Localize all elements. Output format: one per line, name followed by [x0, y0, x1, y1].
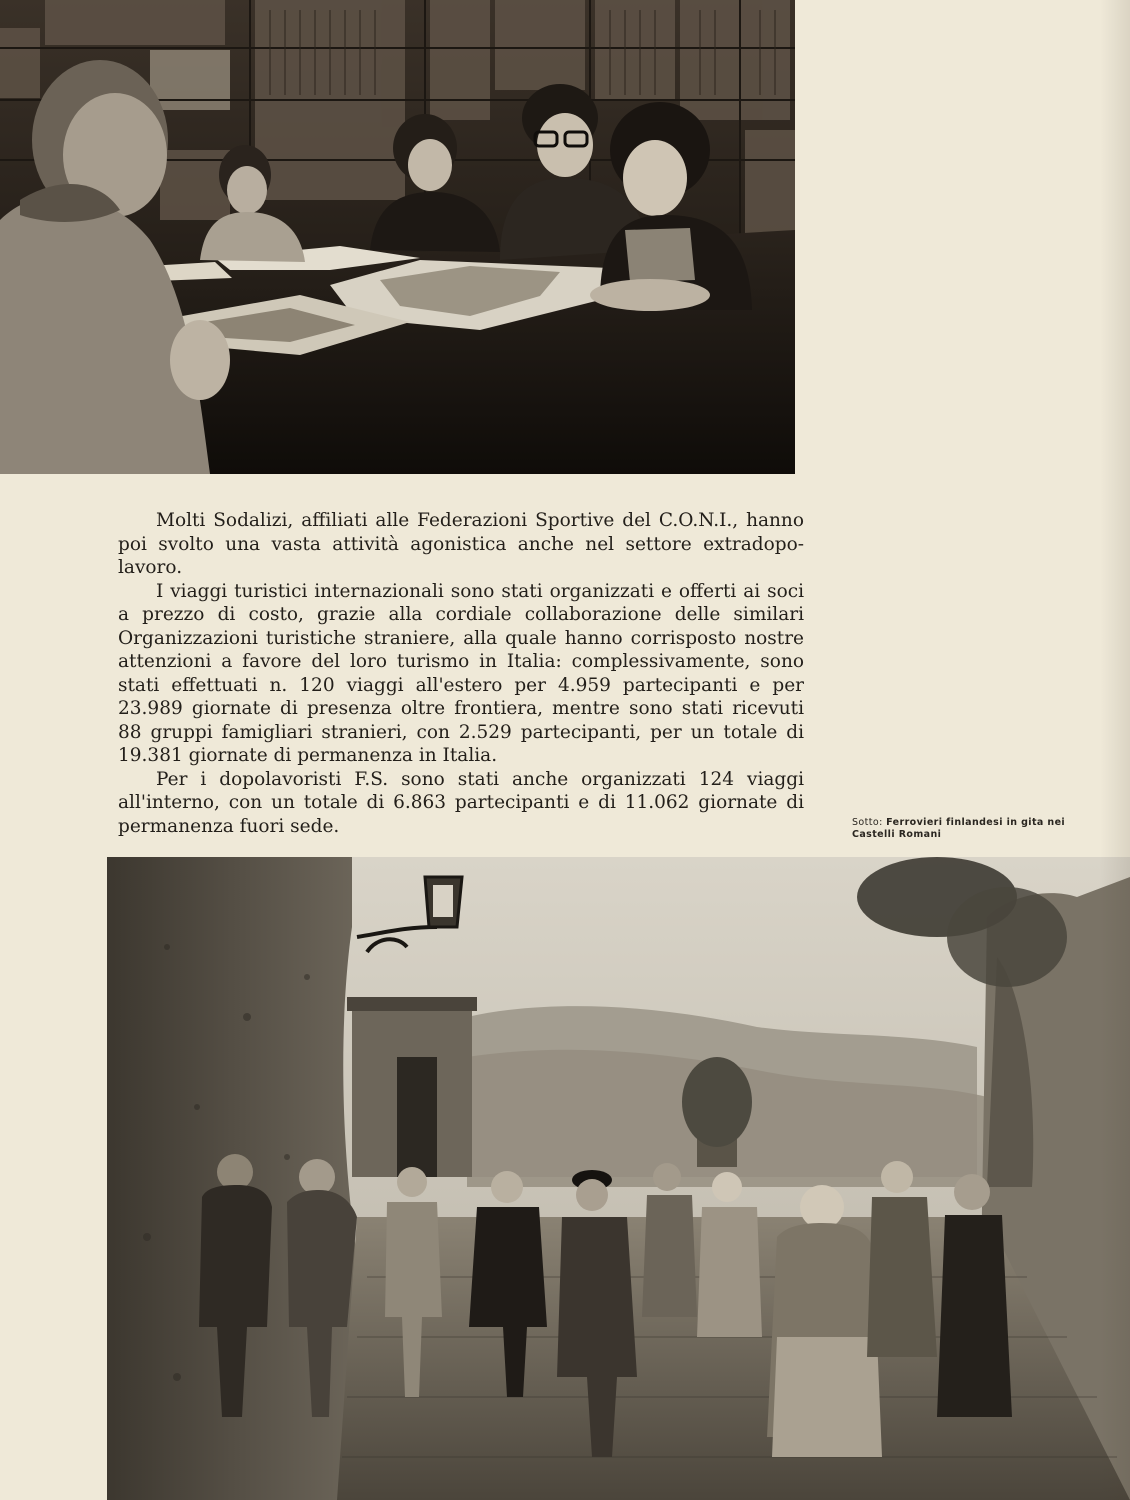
caption-text: Ferrovieri finlandesi in gita nei Castelli Romani	[852, 817, 1066, 840]
paragraph-viaggi-internazionali: I viaggi turistici internazionali sono stati organizzati e offerti ai soci a prezzo di costo, grazie alla cordiale collaborazione delle similari Organizzazioni turistiche straniere, alla quale hanno corrisposto nostre attenzioni a favore del loro turismo in Italia: complessivamente, sono stati effettuati n. 120 viaggi all'estero per 4.959 partecipanti e per 23.989 giornate di presenza oltre frontiera, mentre sono stati ricevuti 88 gruppi famigliari stranieri, con 2.529 partecipanti, per un totale di 19.381 giornate di permanenza in Italia.	[118, 580, 804, 766]
paragraph-sodalizi: Molti Sodalizi, affiliati alle Federazioni Sportive del C.O.N.I., hanno poi svolto una vasta attività agonistica anche nel settore extradopolavoro.	[118, 510, 804, 578]
library-photo-graphic	[0, 0, 795, 474]
article-body	[118, 509, 804, 838]
page-edge-shadow	[1100, 0, 1130, 1500]
caption-lead: Sotto:	[852, 817, 883, 828]
excursion-photo-graphic	[107, 857, 1130, 1500]
paragraph-viaggi-interni: Per i dopolavoristi F.S. sono stati anche organizzati 124 viaggi all'interno, con un totale di 6.863 partecipanti e di 11.062 giornate di permanenza fuori sede.	[118, 768, 804, 837]
photo-caption	[852, 817, 1102, 840]
photo-library-readers	[0, 0, 795, 474]
photo-group-excursion	[107, 857, 1130, 1500]
